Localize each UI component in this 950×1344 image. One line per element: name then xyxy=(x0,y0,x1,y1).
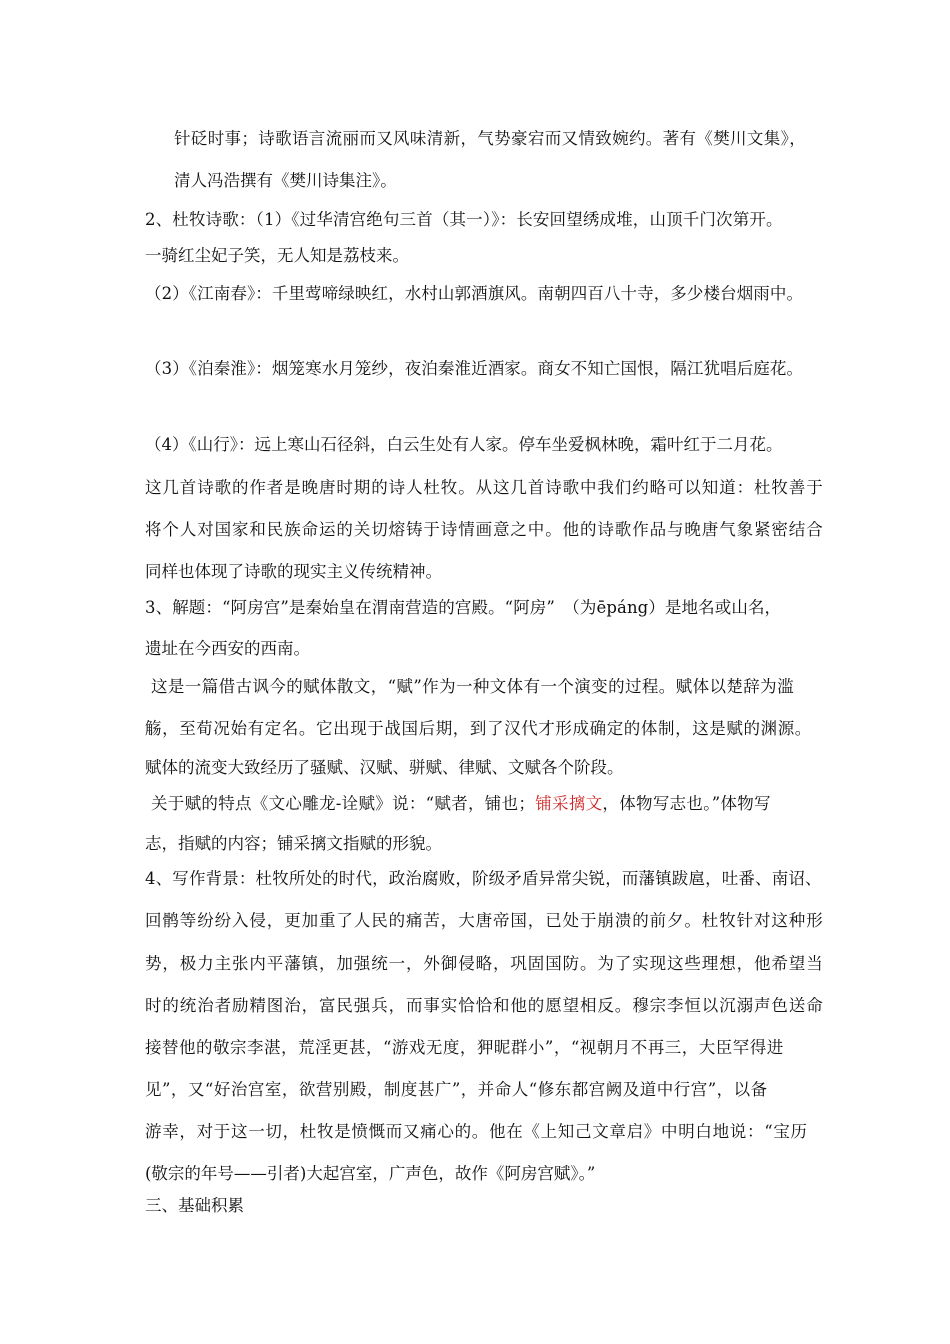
text-line: 觞，至荀况始有定名。它出现于战国后期，到了汉代才形成确定的体制，这是赋的渊源。 xyxy=(145,719,812,738)
text-line: 4、写作背景：杜牧所处的时代，政治腐败，阶级矛盾异常尖锐，而藩镇跋扈，吐番、南诏、 xyxy=(145,869,822,888)
text-line: 3、解题：“阿房宫”是秦始皇在渭南营造的宫殿。“阿房” （为ēpáng）是地名或山名， xyxy=(145,598,782,617)
text-line: （4）《山行》：远上寒山石径斜，白云生处有人家。停车坐爱枫林晚，霜叶红于二月花。 xyxy=(145,435,783,454)
text-line: 回鹘等纷纷入侵，更加重了人民的痛苦，大唐帝国，已处于崩溃的前夕。杜牧针对这种形 xyxy=(145,911,824,930)
text-line: 这是一篇借古讽今的赋体散文，“赋”作为一种文体有一个演变的过程。赋体以楚辞为滥 xyxy=(151,677,794,696)
text-line: （3）《泊秦淮》：烟笼寒水月笼纱，夜泊秦淮近酒家。商女不知亡国恨，隔江犹唱后庭花。 xyxy=(145,359,804,378)
text-line: 赋体的流变大致经历了骚赋、汉赋、骈赋、律赋、文赋各个阶段。 xyxy=(145,758,624,777)
text-line: 一骑红尘妃子笑，无人知是荔枝来。 xyxy=(145,246,409,265)
text-line: 这几首诗歌的作者是晚唐时期的诗人杜牧。从这几首诗歌中我们约略可以知道：杜牧善于 xyxy=(145,478,824,497)
text-line: 见”，又“好治宫室，欲营别殿，制度甚广”，并命人“修东都宫阙及道中行宫”，以备 xyxy=(145,1080,768,1099)
text-segment: ，体物写志也。”体物写 xyxy=(602,794,771,813)
text-line: 时的统治者励精图治，富民强兵，而事实恰恰和他的愿望相反。穆宗李恒以沉溺声色送命 xyxy=(145,996,824,1015)
text-line: 清人冯浩撰有《樊川诗集注》。 xyxy=(174,171,397,190)
text-line: 2、杜牧诗歌：（1）《过华清宫绝句三首（其一）》：长安回望绣成堆，山顶千门次第开。 xyxy=(145,210,783,229)
text-line: 遗址在今西安的西南。 xyxy=(145,639,310,658)
text-line: （2）《江南春》：千里莺啼绿映红，水村山郭酒旗风。南朝四百八十寺，多少楼台烟雨中。 xyxy=(145,284,804,303)
highlighted-phrase: 铺采摛文 xyxy=(535,794,603,813)
text-line-with-highlight xyxy=(151,793,771,815)
text-line: 游幸，对于这一切，杜牧是愤慨而又痛心的。他在《上知己文章启》中明白地说：“宝历 xyxy=(145,1122,808,1141)
text-line: 同样也体现了诗歌的现实主义传统精神。 xyxy=(145,562,442,581)
text-line: 将个人对国家和民族命运的关切熔铸于诗情画意之中。他的诗歌作品与晚唐气象紧密结合 xyxy=(145,520,824,539)
text-line: (敬宗的年号——引者)大起宫室，广声色，故作《阿房宫赋》。” xyxy=(145,1164,596,1183)
text-line: 势，极力主张内平藩镇，加强统一，外御侵略，巩固国防。为了实现这些理想，他希望当 xyxy=(145,954,824,973)
text-line: 接替他的敬宗李湛，荒淫更甚，“游戏无度，狎昵群小”，“视朝月不再三，大臣罕得进 xyxy=(145,1038,784,1057)
section-heading: 三、基础积累 xyxy=(145,1196,244,1215)
text-line: 针砭时事；诗歌语言流丽而又风味清新，气势豪宕而又情致婉约。著有《樊川文集》， xyxy=(174,129,807,148)
text-segment: 关于赋的特点《文心雕龙-诠赋》说：“赋者，铺也； xyxy=(151,794,536,813)
text-line: 志，指赋的内容；铺采摛文指赋的形貌。 xyxy=(145,834,442,853)
